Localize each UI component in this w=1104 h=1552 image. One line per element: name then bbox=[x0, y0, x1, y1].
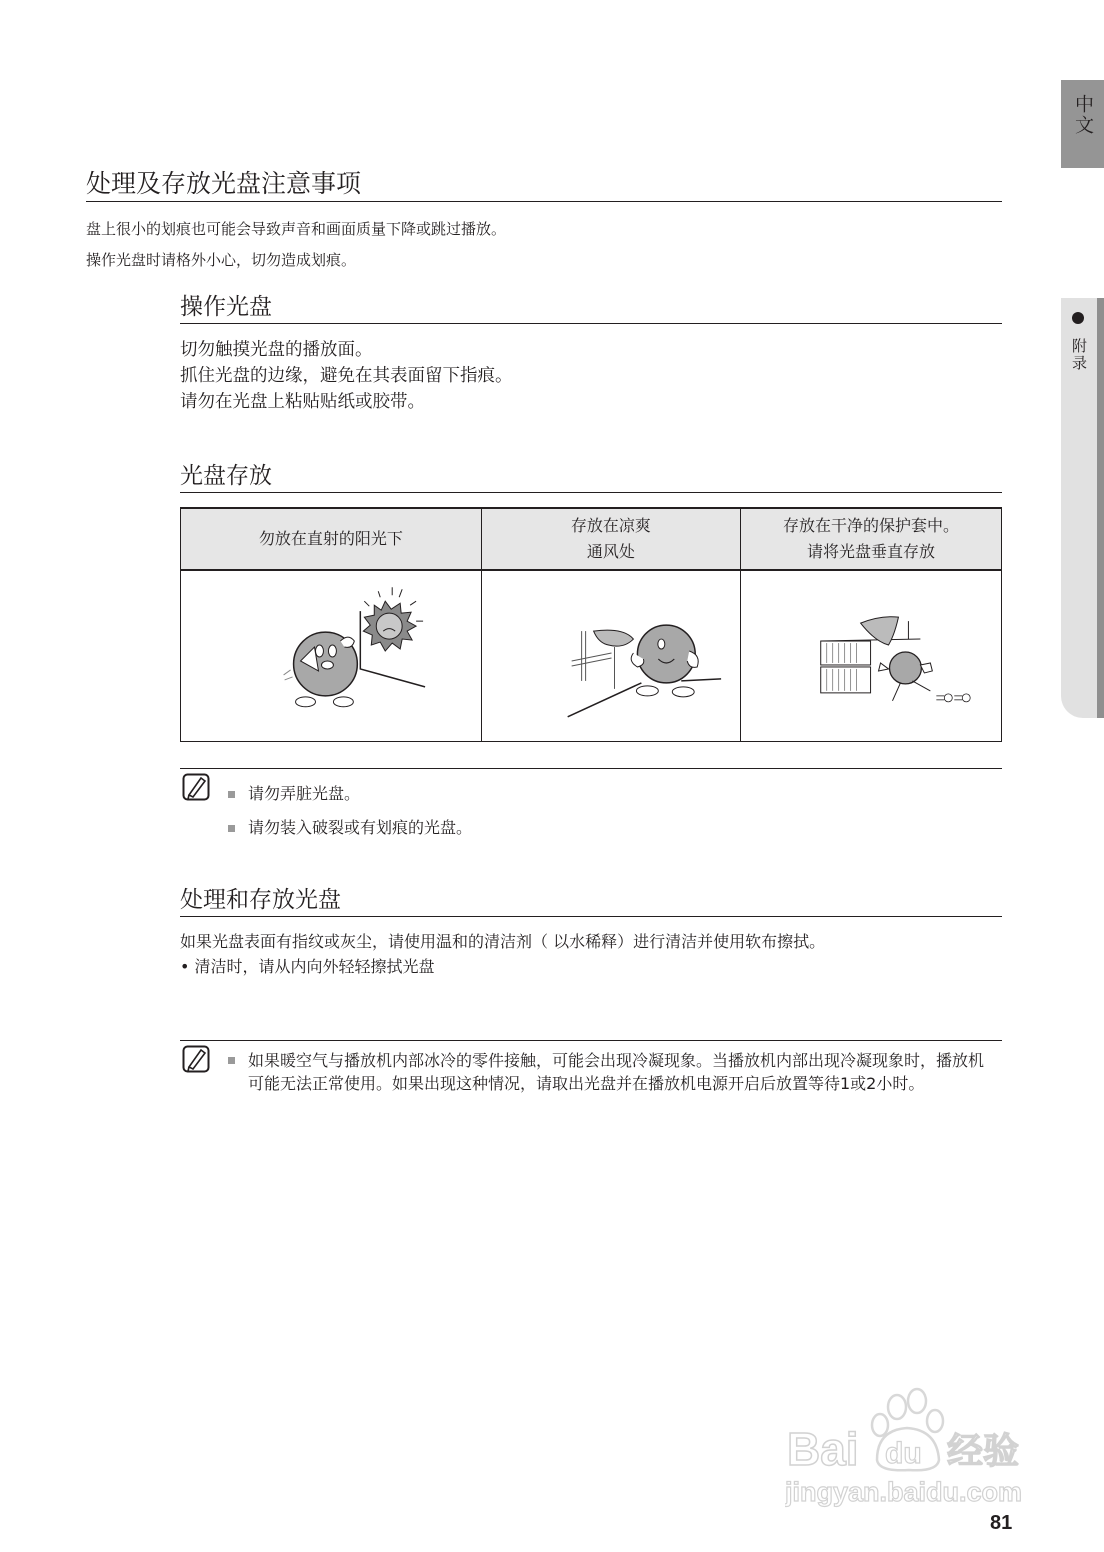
header-line: 勿放在直射的阳光下 bbox=[258, 529, 403, 548]
baidu-watermark-logo bbox=[785, 1385, 1040, 1510]
note-list-1 bbox=[228, 777, 998, 845]
storage-table-images bbox=[181, 570, 1002, 742]
note-block-1 bbox=[180, 768, 1002, 839]
section-tab-label: 附录 bbox=[1070, 338, 1088, 372]
page-number: 81 bbox=[990, 1512, 1013, 1534]
square-bullet-icon bbox=[228, 791, 235, 798]
language-tab bbox=[1061, 80, 1104, 168]
cleaning-text: 如果光盘表面有指纹或灰尘，请使用温和的清洁剂（ 以水稀释）进行清洁并使用软布擦拭。 bbox=[180, 932, 826, 951]
section-tab-edge bbox=[1097, 298, 1104, 718]
note-item-text: 请勿装入破裂或有划痕的光盘。 bbox=[248, 818, 473, 837]
handling-line-3: 请勿在光盘上粘贴贴纸或胶带。 bbox=[180, 392, 425, 412]
watermark-brand: Bai bbox=[787, 1423, 859, 1475]
note-item-text: 如果暖空气与播放机内部冰冷的零件接触，可能会出现冷凝现象。当播放机内部出现冷凝现象时，播放机可能无法正常使用。如果出现这种情况，请取出光盘并在播放机电源开启后放置等待1或2小时。 bbox=[248, 1051, 985, 1093]
cleaning-heading: 处理和存放光盘 bbox=[180, 885, 1002, 917]
note-item bbox=[228, 777, 998, 811]
intro-line-1: 盘上很小的划痕也可能会导致声音和画面质量下降或跳过播放。 bbox=[86, 220, 507, 238]
handling-line-1: 切勿触摸光盘的播放面。 bbox=[180, 340, 373, 360]
header-line: 存放在凉爽 bbox=[570, 516, 651, 535]
svg-text:经验: 经验 bbox=[947, 1431, 1020, 1472]
cleaning-bullet: • 清洁时，请从内向外轻轻擦拭光盘 bbox=[180, 957, 435, 976]
watermark-url: jingyan.baidu.com bbox=[785, 1477, 1023, 1507]
note-pencil-icon bbox=[182, 773, 210, 801]
disc-cool-ventilated-illustration bbox=[482, 571, 740, 741]
handling-line-2: 抓住光盘的边缘，避免在其表面留下指痕。 bbox=[180, 366, 513, 386]
storage-header-cell bbox=[181, 508, 482, 570]
handling-heading: 操作光盘 bbox=[180, 292, 1002, 324]
note-block-2 bbox=[180, 1040, 1002, 1126]
page-title: 处理及存放光盘注意事项 bbox=[86, 168, 1002, 202]
storage-image-cell bbox=[740, 570, 1001, 742]
storage-image-cell bbox=[481, 570, 740, 742]
intro-line-2: 操作光盘时请格外小心，切勿造成划痕。 bbox=[86, 251, 357, 269]
storage-table bbox=[180, 507, 1002, 742]
storage-heading: 光盘存放 bbox=[180, 461, 1002, 493]
svg-text:du: du bbox=[885, 1437, 922, 1470]
header-line: 存放在干净的保护套中。 bbox=[782, 516, 959, 535]
note-pencil-icon bbox=[182, 1045, 210, 1073]
bullet-dot-icon bbox=[1072, 312, 1084, 324]
square-bullet-icon bbox=[228, 1057, 235, 1064]
note-list-2 bbox=[228, 1049, 998, 1095]
storage-header-cell bbox=[481, 508, 740, 570]
note-item-text: 请勿弄脏光盘。 bbox=[248, 784, 361, 803]
note-item bbox=[228, 1049, 998, 1095]
section-tab bbox=[1061, 298, 1097, 718]
square-bullet-icon bbox=[228, 825, 235, 832]
header-line: 请将光盘垂直存放 bbox=[806, 542, 935, 561]
storage-header-cell bbox=[740, 508, 1001, 570]
disc-protective-case-illustration bbox=[741, 571, 1001, 741]
note-item bbox=[228, 811, 998, 845]
storage-image-cell bbox=[181, 570, 482, 742]
disc-in-sunlight-illustration bbox=[181, 571, 481, 741]
header-line: 通风处 bbox=[586, 542, 635, 561]
storage-table-header bbox=[181, 508, 1002, 570]
language-tab-label: 中文 bbox=[1072, 94, 1094, 136]
